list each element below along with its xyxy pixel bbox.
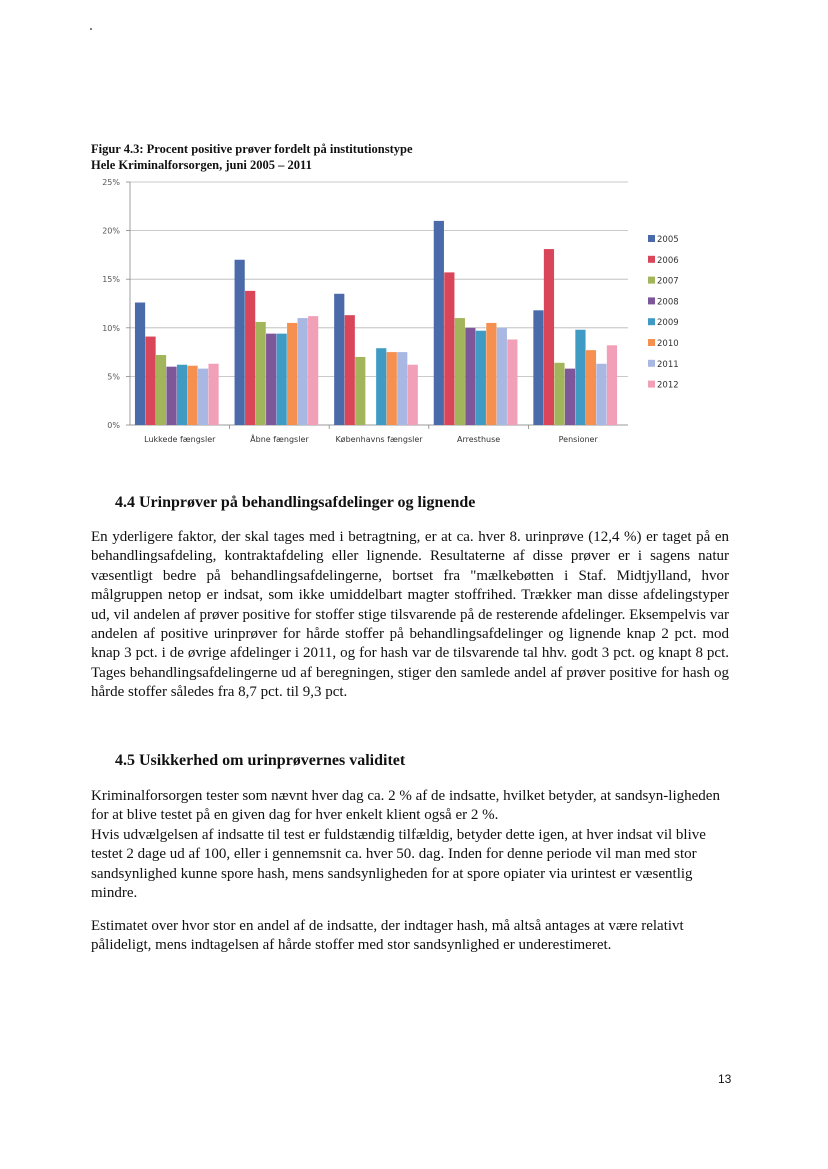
legend-swatch-2006 [648,256,655,263]
bar-2005-københavns-fængsler [334,294,344,425]
bar-2007-københavns-fængsler [355,357,365,425]
bar-2005-arresthuse [434,221,444,425]
bar-2012-arresthuse [507,339,517,425]
x-category-label: Lukkede fængsler [144,435,216,444]
bar-2011-pensioner [596,364,606,425]
page-number: 13 [718,1072,732,1086]
bar-2012-pensioner [607,345,617,425]
bar-2010-åbne-fængsler [287,323,297,425]
y-tick-label: 20% [102,226,120,236]
x-category-label: Københavns fængsler [335,435,423,444]
figure-caption-title: Figur 4.3: Procent positive prøver fordelt på institutionstype [91,142,413,156]
bar-2010-arresthuse [486,323,496,425]
bar-chart [0,0,828,460]
y-tick-label: 5% [107,372,120,382]
legend-swatch-2009 [648,318,655,325]
bar-2006-københavns-fængsler [345,315,355,425]
bar-2010-københavns-fængsler [387,352,397,425]
legend-swatch-2010 [648,339,655,346]
y-tick-label: 15% [102,275,120,285]
section-heading-4-5: 4.5 Usikkerhed om urinprøvernes validitet [115,752,406,769]
bar-2007-åbne-fængsler [256,322,266,425]
legend-label-2011: 2011 [657,359,679,370]
figure-caption-subtitle: Hele Kriminalforsorgen, juni 2005 – 2011 [91,158,312,172]
bar-2009-åbne-fængsler [277,334,287,425]
legend-swatch-2008 [648,297,655,304]
legend-swatch-2012 [648,381,655,388]
bar-2009-arresthuse [476,331,486,425]
bar-2011-åbne-fængsler [298,318,308,425]
legend-swatch-2011 [648,360,655,367]
y-tick-label: 0% [107,421,120,430]
bar-2011-københavns-fængsler [397,352,407,425]
bar-2009-lukkede-fængsler [177,365,187,425]
bar-2008-pensioner [565,369,575,425]
x-category-label: Åbne fængsler [250,435,309,444]
bar-2008-arresthuse [465,328,475,425]
section-4-5-paragraph-1: Kriminalforsorgen tester som nævnt hver dag ca. 2 % af de indsatte, hvilket betyder, at sandsyn-ligheden for at blive testet på en given dag for hver enkelt klient også er 2 %. [91,788,720,824]
bar-2011-arresthuse [497,328,507,425]
legend-label-2005: 2005 [657,235,679,245]
bar-2009-københavns-fængsler [376,348,386,425]
bar-2008-lukkede-fængsler [166,367,176,425]
bar-2009-pensioner [575,330,585,425]
bar-2012-lukkede-fængsler [208,364,218,425]
legend-label-2012: 2012 [657,380,679,391]
legend-label-2010: 2010 [657,339,679,349]
legend-label-2006: 2006 [657,255,679,266]
legend-label-2009: 2009 [657,318,679,329]
section-4-4-paragraph: En yderligere faktor, der skal tages med i betragtning, er at ca. hver 8. urinprøve (12,4 %) er taget på en behandlingsafdeling, kontraktafdeling eller lignende. Resultaterne af disse prøver er i sagens natur væsentligt bedre på behandlingsafdelingerne, bortset fra "mælkebøtten i Staf. Midtjylland, hvor målgruppen netop er indsat, som ikke umiddelbart magter stoffrihed. Trækker man disse afdelingstyper ud, vil andelen af prøver positive for stoffer stige tilsvarende på de resterende afdelinger. Eksempelvis var andelen af positive urinprøver for hårde stoffer på behandlingsafdelinger og lignende knap 2 pct. mod knap 3 pct. i de øvrige afdelinger i 2011, og for hash var de tilsvarende tal hhv. godt 3 pct. og knapt 8 pct. Tages behandlingsafdelingerne ud af beregningen, stiger den samlede andel af prøver positive for hash og hårde stoffer således fra 8,7 pct. til 9,3 pct. [91,529,729,701]
bar-2010-lukkede-fængsler [187,366,197,425]
y-tick-label: 25% [102,178,120,187]
section-heading-4-4: 4.4 Urinprøver på behandlingsafdelinger og lignende [115,494,476,511]
bar-2006-pensioner [544,249,554,425]
bar-2008-åbne-fængsler [266,334,276,425]
x-category-label: Pensioner [558,435,598,444]
bar-2010-pensioner [586,350,596,425]
section-4-5-paragraph-2: Hvis udvælgelsen af indsatte til test er fuldstændig tilfældig, betyder dette igen, at hver indsat vil blive testet 2 dage ud af 100, eller i gennemsnit ca. hver 50. dag. Inden for denne periode vil man med stor sandsynlighed kunne spore hash, mens sandsynligheden for at spore opiater via urintest er væsentlig mindre. [91,827,706,902]
legend-label-2008: 2008 [657,297,679,308]
section-4-5-paragraph-3: Estimatet over hvor stor en andel af de indsatte, der indtager hash, må altså antages at være relativt pålideligt, mens indtagelsen af hårde stoffer med stor sandsynlighed er underestimeret. [91,918,684,954]
bar-2005-pensioner [533,310,543,425]
bar-2007-lukkede-fængsler [156,355,166,425]
bar-2007-pensioner [554,363,564,425]
bar-2005-lukkede-fængsler [135,303,145,425]
x-category-label: Arresthuse [456,435,501,444]
bar-2007-arresthuse [455,318,465,425]
bar-2006-arresthuse [444,272,454,425]
y-tick-label: 10% [102,323,120,333]
legend-label-2007: 2007 [657,276,679,287]
legend-swatch-2005 [648,235,655,242]
bar-2012-åbne-fængsler [308,316,318,425]
bar-2011-lukkede-fængsler [198,369,208,425]
legend-swatch-2007 [648,277,655,284]
bar-2005-åbne-fængsler [235,260,245,425]
bar-2012-københavns-fængsler [408,365,418,425]
bar-2006-lukkede-fængsler [145,337,155,425]
bar-2006-åbne-fængsler [245,291,255,425]
